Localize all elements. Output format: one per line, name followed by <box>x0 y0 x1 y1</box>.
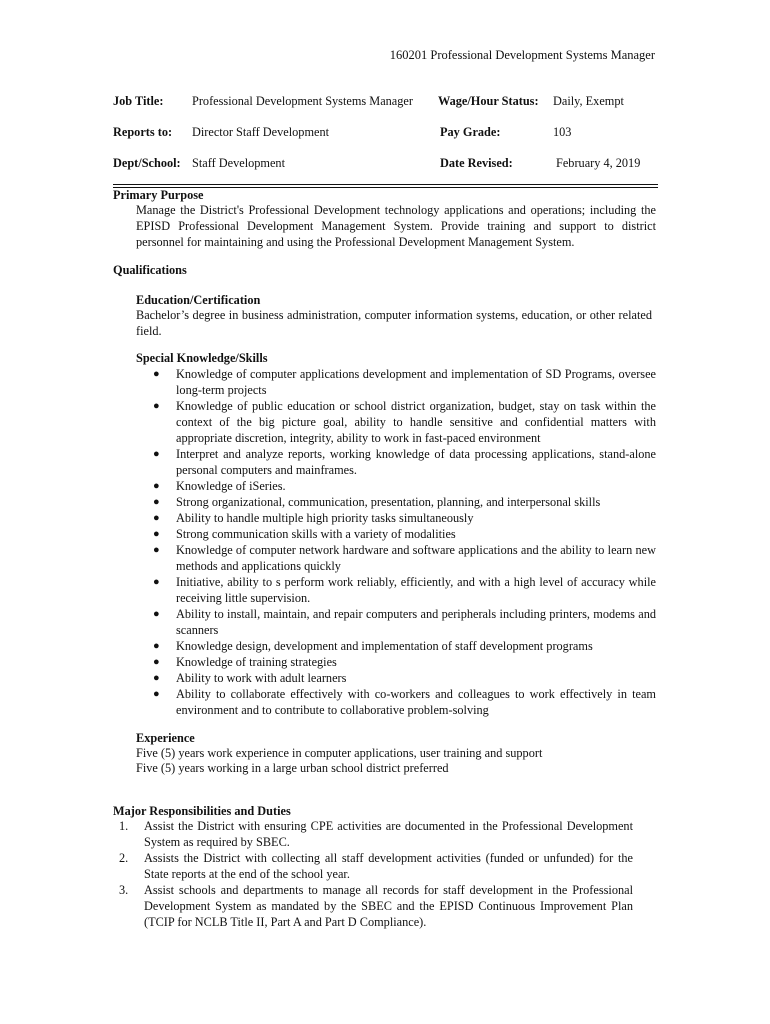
info-row-job-title <box>113 93 673 109</box>
skill-text: Knowledge design, development and implementation of staff development programs <box>176 639 593 653</box>
list-item <box>136 478 656 494</box>
skill-text: Ability to work with adult learners <box>176 671 347 685</box>
bullet-icon: ● <box>153 544 160 556</box>
list-item <box>136 686 656 718</box>
info-row-dept <box>113 155 673 171</box>
job-title-value: Professional Development Systems Manager <box>192 94 413 108</box>
list-item <box>136 494 656 510</box>
skill-text: Knowledge of training strategies <box>176 655 337 669</box>
bullet-icon: ● <box>153 400 160 412</box>
list-item <box>136 398 656 446</box>
primary-purpose-heading: Primary Purpose <box>113 188 204 202</box>
skills-list <box>136 366 656 718</box>
info-row-reports-to <box>113 124 673 140</box>
list-item <box>113 850 633 882</box>
date-revised-label: Date Revised: <box>440 156 513 170</box>
duty-text: Assists the District with collecting all staff development activities (funded or unfunded) for the State reports at the end of the school year. <box>144 851 633 881</box>
experience-heading: Experience <box>136 731 195 745</box>
divider-rule-top <box>113 184 658 185</box>
list-item <box>113 882 633 930</box>
pay-grade-value: 103 <box>553 125 572 139</box>
duty-number: 3. <box>119 883 129 897</box>
duties-list <box>113 818 633 930</box>
duties-heading: Major Responsibilities and Duties <box>113 804 291 818</box>
bullet-icon: ● <box>153 576 160 588</box>
skill-text: Knowledge of iSeries. <box>176 479 286 493</box>
reports-to-value: Director Staff Development <box>192 125 330 139</box>
job-title-label: Job Title: <box>113 94 164 108</box>
bullet-icon: ● <box>153 512 160 524</box>
duty-number: 1. <box>119 819 129 833</box>
list-item <box>136 446 656 478</box>
list-item <box>136 542 656 574</box>
bullet-icon: ● <box>153 688 160 700</box>
experience-line: Five (5) years working in a large urban school district preferred <box>136 761 449 775</box>
skill-text: Knowledge of public education or school district organization, budget, stay on task within the context of the big picture goal, ability to handle sensitive and confidential matters with appropriate discretion, integrity, ability to work in fast-paced environment <box>176 399 656 445</box>
bullet-icon: ● <box>153 640 160 652</box>
bullet-icon: ● <box>153 496 160 508</box>
education-heading: Education/Certification <box>136 293 261 307</box>
bullet-icon: ● <box>153 656 160 668</box>
pay-grade-label: Pay Grade: <box>440 125 501 139</box>
bullet-icon: ● <box>153 608 160 620</box>
wage-status-label: Wage/Hour Status: <box>438 94 539 108</box>
dept-school-label: Dept/School: <box>113 156 181 170</box>
bullet-icon: ● <box>153 672 160 684</box>
skill-text: Ability to handle multiple high priority tasks simultaneously <box>176 511 474 525</box>
list-item <box>136 574 656 606</box>
list-item <box>136 638 656 654</box>
qualifications-heading: Qualifications <box>113 263 187 277</box>
document-header-reference: 160201 Professional Development Systems Manager <box>389 48 655 62</box>
duty-text: Assist the District with ensuring CPE activities are documented in the Professional Development System as required by SBEC. <box>144 819 633 849</box>
skill-text: Strong communication skills with a variety of modalities <box>176 527 456 541</box>
duty-text: Assist schools and departments to manage all records for staff development in the Professional Development System as mandated by the SBEC and the EPISD Continuous Improvement Plan (TCIP for NCLB Title II, Part A and Part D Compliance). <box>144 883 633 929</box>
skill-text: Ability to install, maintain, and repair computers and peripherals including printers, modems and scanners <box>176 607 656 637</box>
education-text: Bachelor’s degree in business administration, computer information systems, education, or other related field. <box>136 308 652 338</box>
skill-text: Interpret and analyze reports, working knowledge of data processing applications, stand-alone personal computers and mainframes. <box>176 447 656 477</box>
bullet-icon: ● <box>153 480 160 492</box>
skill-text: Knowledge of computer network hardware and software applications and the ability to learn new methods and applications quickly <box>176 543 656 573</box>
dept-school-value: Staff Development <box>192 156 286 170</box>
skills-heading: Special Knowledge/Skills <box>136 351 268 365</box>
skill-text: Strong organizational, communication, presentation, planning, and interpersonal skills <box>176 495 601 509</box>
date-revised-value: February 4, 2019 <box>556 156 641 170</box>
list-item <box>113 818 633 850</box>
list-item <box>136 510 656 526</box>
list-item <box>136 654 656 670</box>
list-item <box>136 606 656 638</box>
bullet-icon: ● <box>153 368 160 380</box>
list-item <box>136 670 656 686</box>
duty-number: 2. <box>119 851 129 865</box>
list-item <box>136 526 656 542</box>
wage-status-value: Daily, Exempt <box>553 94 624 108</box>
skill-text: Knowledge of computer applications development and implementation of SD Programs, oversee long-term projects <box>176 367 656 397</box>
skill-text: Ability to collaborate effectively with co-workers and colleagues to work effectively in team environment and to contribute to collaborative problem-solving <box>176 687 656 717</box>
list-item <box>136 366 656 398</box>
experience-line: Five (5) years work experience in computer applications, user training and support <box>136 746 543 760</box>
skill-text: Initiative, ability to s perform work reliably, efficiently, and with a high level of accuracy while receiving little supervision. <box>176 575 656 605</box>
primary-purpose-text: Manage the District's Professional Development technology applications and operations; including the EPISD Professional Development Management System. Provide training and support to district personnel for maintaining and using the Professional Development Management System. <box>136 203 656 249</box>
bullet-icon: ● <box>153 528 160 540</box>
bullet-icon: ● <box>153 448 160 460</box>
reports-to-label: Reports to: <box>113 125 173 139</box>
